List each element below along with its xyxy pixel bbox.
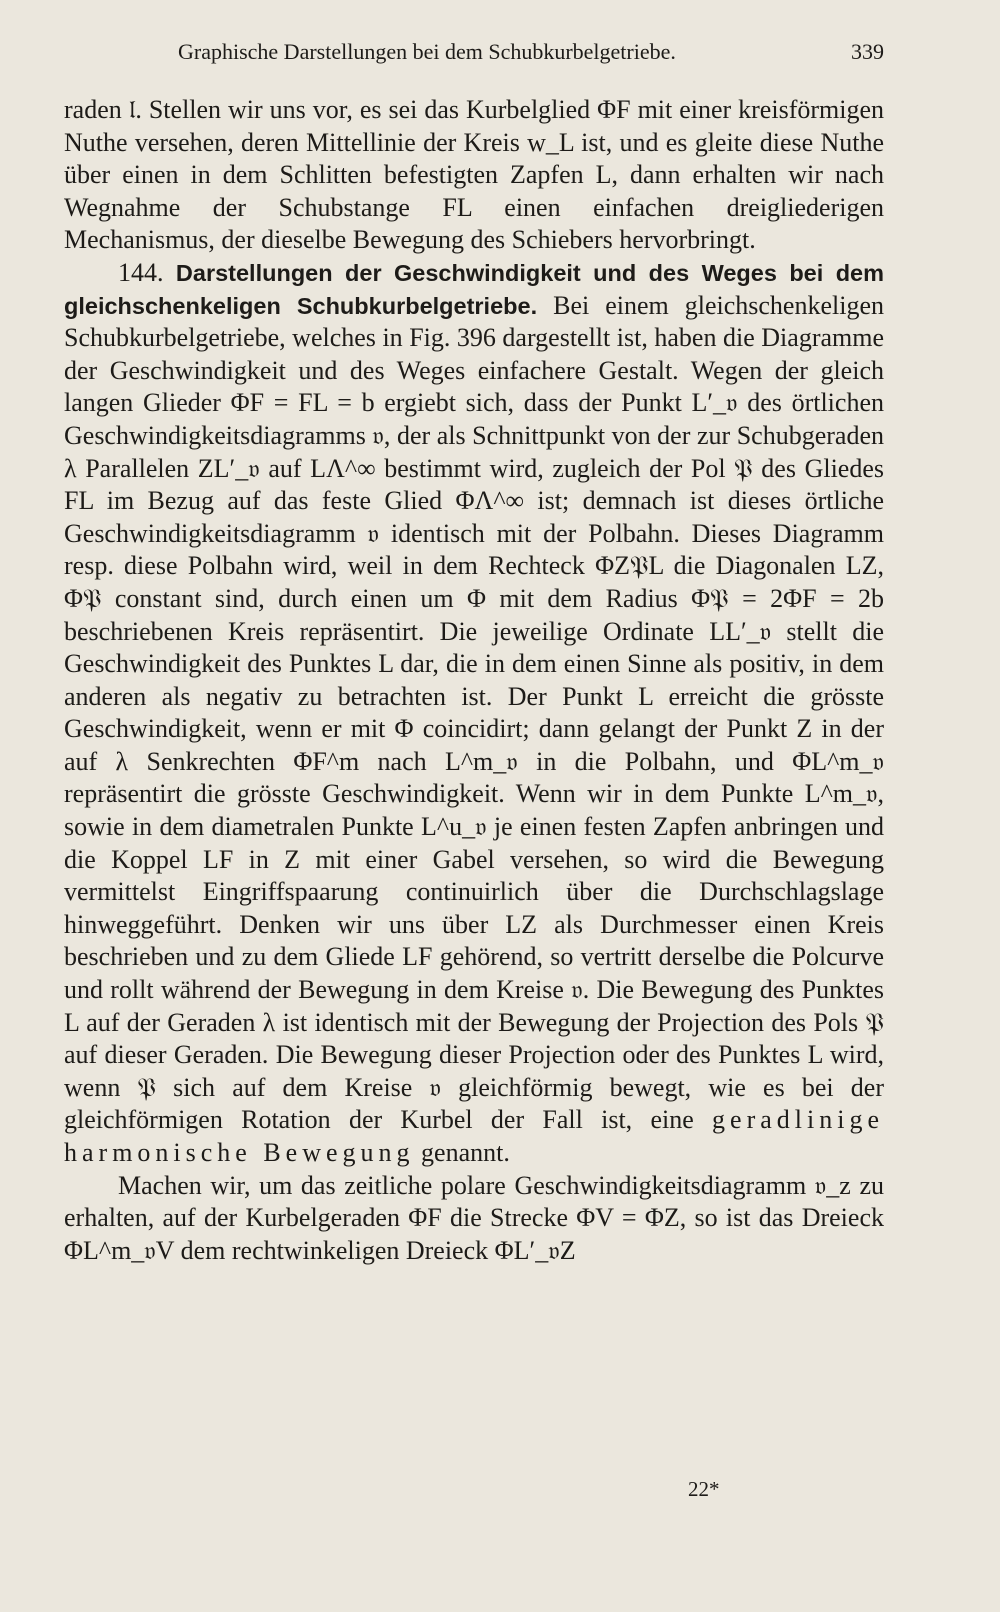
page-header <box>178 34 884 70</box>
section-number: 144. <box>118 257 164 287</box>
section-body-text: Bei einem gleichschenkeligen Schubkurbelgetriebe, welches in Fig. 396 dargestellt ist, haben die Diagramme der Geschwindigkeit und des Weges einfachere Gestalt. Wegen der gleich langen Glieder ΦF = FL = b ergiebt sich, dass der Punkt L′_𝔳 des örtlichen Geschwindigkeitsdiagramms 𝔳, der als Schnittpunkt von der zur Schubgeraden λ Parallelen ZL′_𝔳 auf LΛ^∞ bestimmt wird, zugleich der Pol 𝔓 des Gliedes FL im Bezug auf das feste Glied ΦΛ^∞ ist; demnach ist dieses örtliche Geschwindigkeitsdiagramm 𝔳 identisch mit der Polbahn. Dieses Diagramm resp. diese Polbahn wird, weil in dem Rechteck ΦZ𝔓L die Diagonalen LZ, Φ𝔓 constant sind, durch einen um Φ mit dem Radius Φ𝔓 = 2ΦF = 2b beschriebenen Kreis repräsentirt. Die jeweilige Ordinate LL′_𝔳 stellt die Geschwindigkeit des Punktes L dar, die in dem einen Sinne als positiv, in dem anderen als negativ zu betrachten ist. Der Punkt L erreicht die grösste Geschwindigkeit, wenn er mit Φ coincidirt; dann gelangt der Punkt Z in der auf λ Senkrechten ΦF^m nach L^m_𝔳 in die Polbahn, und ΦL^m_𝔳 repräsentirt die grösste Geschwindigkeit. Wenn wir in dem Punkte L^m_𝔳, sowie in dem diametralen Punkte L^u_𝔳 je einen festen Zapfen anbringen und die Koppel LF in Z mit einer Gabel versehen, so wird die Bewegung vermittelst Eingriffspaarung continuirlich über die Durchschlagslage hinweggeführt. Denken wir uns über LZ als Durchmesser einen Kreis beschrieben und zu dem Gliede LF gehörend, so vertritt derselbe die Polcurve und rollt während der Bewegung in dem Kreise 𝔳. Die Bewegung des Punktes L auf der Geraden λ ist identisch mit der Bewegung der Projection des Pols 𝔓 auf dieser Geraden. Die Bewegung dieser Projection oder des Punktes L wird, wenn 𝔓 sich auf dem Kreise 𝔳 gleichförmig bewegt, wie es bei der gleichförmigen Rotation der Kurbel der Fall ist, eine <box>64 290 884 1135</box>
running-title: Graphische Darstellungen bei dem Schubkurbelgetriebe. <box>178 39 676 64</box>
page-number: 339 <box>851 39 884 64</box>
section-heading: Darstellungen der Geschwindigkeit und des Weges bei dem gleichschenkeligen Schubkurbelgetriebe. <box>64 259 885 319</box>
paragraph-continuation: raden 𝔩. Stellen wir uns vor, es sei das Kurbelglied ΦF mit einer kreisförmigen Nuthe versehen, deren Mittellinie der Kreis w_L ist, und es gleite diese Nuthe über einen in dem Schlitten befestigten Zapfen L, dann erhalten wir nach Wegnahme der Schubstange FL einen einfachen dreigliederigen Mechanismus, der dieselbe Bewegung des Schiebers hervorbringt. <box>64 95 884 255</box>
section-body-end: genannt. <box>421 1138 510 1167</box>
printer-signature: 22* <box>688 1477 720 1501</box>
spaced-emphasis: geradlinige harmonische Bewegung <box>64 1105 884 1167</box>
body-text <box>64 94 884 1267</box>
paragraph-section-144 <box>64 257 884 1170</box>
paragraph-polar-diagram: Machen wir, um das zeitliche polare Geschwindigkeitsdiagramm 𝔳_z zu erhalten, auf der Kurbelgeraden ΦF die Strecke ΦV = ΦZ, so ist das Dreieck ΦL^m_𝔳V dem rechtwinkeligen Dreieck ΦL′_𝔳Z <box>64 1170 884 1265</box>
